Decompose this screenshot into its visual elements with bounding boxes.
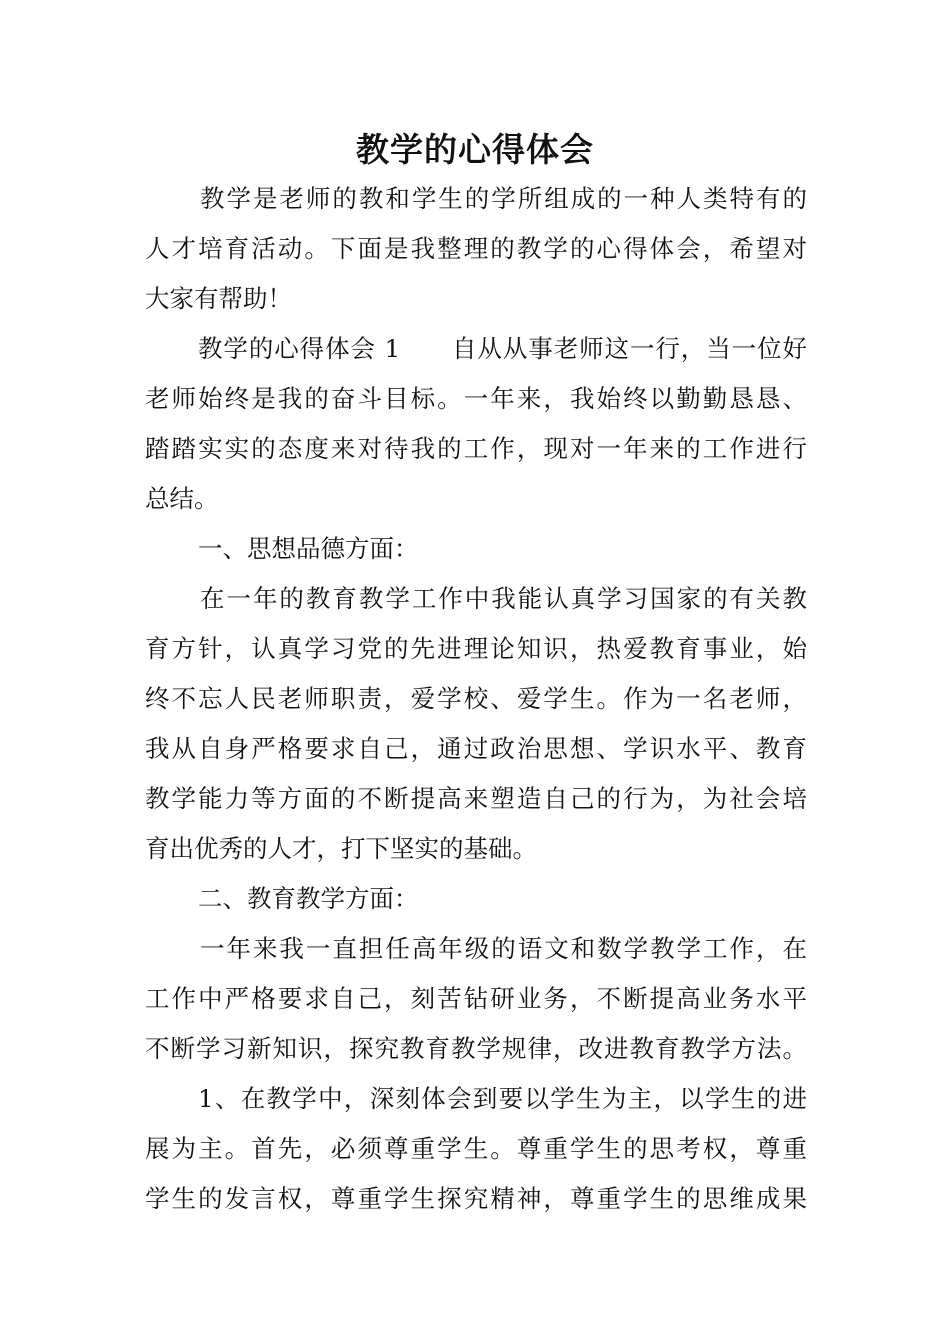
paragraph-line: 大家有帮助！ [145,284,292,313]
paragraph-line: 工作中严格要求自己，刻苦钻研业务，不断提高业务水平 [145,984,807,1013]
paragraph-line: 总结。 [145,484,219,513]
paragraph-line: 我从自身严格要求自己，通过政治思想、学识水平、教育 [145,734,807,763]
paragraph-line: 在一年的教育教学工作中我能认真学习国家的有关教 [200,584,807,613]
paragraph-line: 教学能力等方面的不断提高来塑造自己的行为，为社会培 [145,784,807,813]
paragraph-line: 一年来我一直担任高年级的语文和数学教学工作，在 [200,934,807,963]
paragraph-line: 展为主。首先，必须尊重学生。尊重学生的思考权，尊重 [145,1134,807,1163]
paragraph-line: 人才培育活动。下面是我整理的教学的心得体会，希望对 [145,234,807,263]
section-heading: 二、教育教学方面： [198,884,419,913]
paragraph-line: 终不忘人民老师职责，爱学校、爱学生。作为一名老师， [145,684,807,713]
paragraph-line: 学生的发言权，尊重学生探究精神，尊重学生的思维成果 [145,1184,807,1213]
paragraph-line: 教学是老师的教和学生的学所组成的一种人类特有的 [200,184,807,213]
paragraph-line: 育出优秀的人才，打下坚实的基础。 [145,834,537,863]
paragraph-line: 不断学习新知识，探究教育教学规律，改进教育教学方法。 [145,1034,807,1063]
section-heading: 一、思想品德方面： [198,534,419,563]
paragraph-line: 育方针，认真学习党的先进理论知识，热爱教育事业，始 [145,634,807,663]
paragraph-line: 老师始终是我的奋斗目标。一年来，我始终以勤勤恳恳、 [145,384,807,413]
paragraph-line: 教学的心得体会 1 自从从事老师这一行，当一位好 [198,334,807,363]
paragraph-line: 踏踏实实的态度来对待我的工作，现对一年来的工作进行 [145,434,807,463]
paragraph-line: 1、在教学中，深刻体会到要以学生为主，以学生的进 [198,1084,807,1113]
document-title: 教学的心得体会 [356,130,594,169]
